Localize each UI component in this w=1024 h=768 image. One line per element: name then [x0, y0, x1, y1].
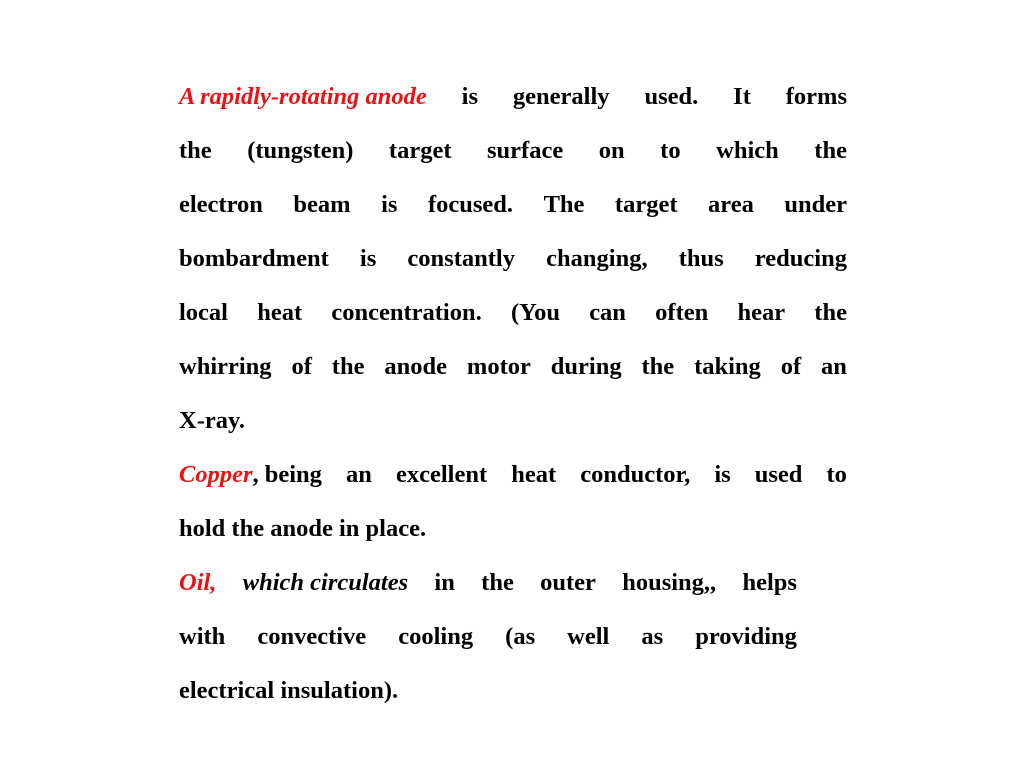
para2-line-1	[179, 459, 847, 491]
word: the	[179, 137, 212, 164]
word: cooling	[398, 623, 474, 650]
word: outer	[540, 569, 596, 596]
word: is	[381, 191, 398, 218]
word: can	[589, 299, 626, 326]
word: heat	[511, 461, 557, 488]
para3-line-3	[179, 675, 398, 707]
para1-line-5	[179, 297, 847, 329]
word: (tungsten)	[247, 137, 354, 164]
rotating-anode-term: A rapidly-rotating anode	[179, 83, 427, 110]
word: to	[826, 461, 847, 488]
word: heat	[257, 299, 303, 326]
word: housing,,	[622, 569, 717, 596]
word: thus	[678, 245, 724, 272]
word: motor	[466, 353, 531, 380]
word: target	[614, 191, 678, 218]
word: of	[291, 353, 312, 380]
word: is	[359, 245, 377, 272]
word: The	[543, 191, 585, 218]
word: target	[388, 137, 452, 164]
para3-text: electrical insulation).	[179, 677, 399, 704]
para1-line-6	[179, 351, 847, 383]
word: to	[660, 137, 681, 164]
word: on	[598, 137, 625, 164]
para1-line-4	[179, 243, 847, 275]
para1-line-1	[179, 81, 847, 113]
word: taking	[694, 353, 761, 380]
word: as	[641, 623, 664, 650]
word: with	[179, 623, 226, 650]
para2-text: hold the anode in place.	[179, 515, 427, 542]
word: (as	[505, 623, 536, 650]
word: bombardment	[179, 245, 329, 272]
word: used.	[644, 83, 699, 110]
word: anode	[384, 353, 448, 380]
word: focused.	[427, 191, 514, 218]
word: conductor,	[580, 461, 691, 488]
word: providing	[695, 623, 797, 650]
circulates-italic: which circulates	[242, 569, 409, 596]
word: used	[754, 461, 803, 488]
word: under	[784, 191, 847, 218]
word: the	[331, 353, 365, 380]
word: well	[567, 623, 610, 650]
word: surface	[487, 137, 564, 164]
word: in	[434, 569, 455, 596]
para2-line-2	[179, 513, 426, 545]
para3-line-2	[179, 621, 797, 653]
word: (You	[510, 299, 560, 326]
word: electron	[179, 191, 263, 218]
word: the	[641, 353, 675, 380]
word: beam	[293, 191, 351, 218]
word: changing,	[546, 245, 648, 272]
word: generally	[512, 83, 610, 110]
copper-term: Copper	[179, 461, 253, 488]
word: hear	[737, 299, 786, 326]
word: the	[814, 299, 847, 326]
word: an	[346, 461, 372, 488]
word: often	[655, 299, 709, 326]
copper-line-start	[179, 459, 322, 491]
word: constantly	[407, 245, 515, 272]
word: which	[716, 137, 779, 164]
word: concentration.	[331, 299, 482, 326]
word: reducing	[754, 245, 847, 272]
word: excellent	[395, 461, 488, 488]
word: during	[550, 353, 622, 380]
word: the	[814, 137, 847, 164]
para1-line-3	[179, 189, 847, 221]
word: of	[780, 353, 802, 380]
word: X-ray.	[179, 407, 245, 434]
oil-term: Oil,	[179, 569, 217, 596]
word: forms	[785, 83, 847, 110]
word: convective	[257, 623, 367, 650]
word: area	[708, 191, 754, 218]
word: is	[714, 461, 731, 488]
word: , being	[252, 461, 322, 488]
word: whirring	[179, 353, 272, 380]
word: the	[481, 569, 514, 596]
word: helps	[742, 569, 797, 596]
word: an	[821, 353, 847, 380]
word: is	[461, 83, 479, 110]
word: It	[733, 83, 751, 110]
word: local	[179, 299, 228, 326]
para1-line-7	[179, 405, 245, 437]
para3-line-1	[179, 567, 797, 599]
para1-line-2	[179, 135, 847, 167]
